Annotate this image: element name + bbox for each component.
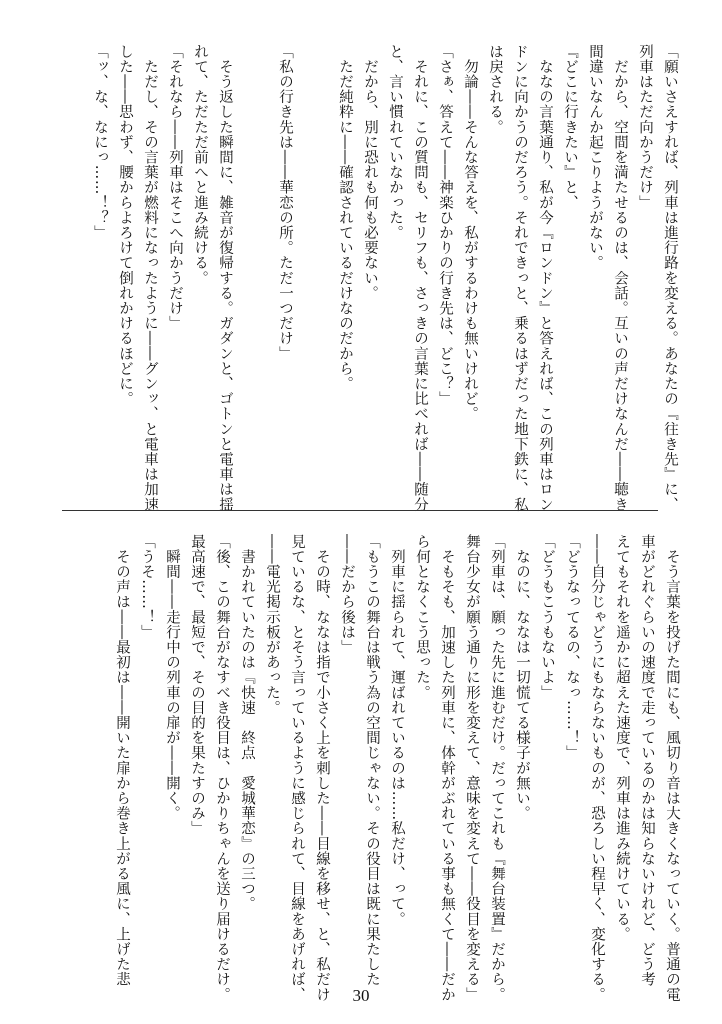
text-line: 「もうこの舞台は戦う為の空間じゃない。その役目は既に果たした (364, 534, 380, 987)
text-line: 「私の行き先は――華恋の所。ただ一つだけ」 (277, 44, 293, 362)
text-line: ――自分じゃどうにもならないものが、恐ろしい程早く、変化する。 (589, 534, 605, 1003)
text-line: した――思わず、腰からよろけて倒れかけるほどに。 (117, 44, 133, 407)
text-line (247, 44, 272, 484)
text-line: だから、空間を満たせるのは、会話。互いの声だけなんだ――聴き (612, 44, 628, 513)
text-line: だから、別に恐れも何も必要ない。 (362, 44, 378, 301)
text-line: ただし、その言葉が燃料になったように――グンッ、と電車は加速 (142, 44, 158, 513)
text-line: ドンに向かうのだろう。それできっと、乗るはずだった地下鉄に、私 (512, 44, 528, 513)
text-line: 列車はただ向かうだけ」 (637, 44, 653, 211)
text-line: 舞台少女が願う通りに形を変えて、意味を変えて――役目を変える」 (464, 534, 480, 1003)
text-line: そう言葉を投げた間にも、風切り音は大きくなっていく。普通の電 (664, 534, 680, 1003)
text-line: 書かれていたのは『快速 終点 愛城華恋』の三つ。 (239, 534, 255, 912)
section-divider (62, 510, 658, 511)
text-line: は戻される。 (487, 44, 503, 135)
text-line: ななの言葉通り、私が今『ロンドン』と答えれば、この列車はロン (537, 44, 553, 513)
text-line: と、言い慣れていなかった。 (387, 44, 403, 241)
text-line: なのに、ななは一切慌てる様子が無い。 (514, 534, 530, 821)
text-line: 『どこに行きたい』と、 (562, 44, 578, 211)
text-line: その時、ななは指で小さく上を刺した――目線を移せ、と、私だけ (314, 534, 330, 1003)
upper-text-block (87, 44, 682, 513)
text-line: 車がどれぐらいの速度で走っているのかは知らないけれど、どう考 (639, 534, 655, 987)
text-line: 間違いなんか起こりようがない。 (587, 44, 603, 271)
text-line: 見ているな、とそう言っているように感じられて、目線をあげれば、 (289, 534, 305, 1003)
text-line: えてもそれを遥かに超えた速度で、列車は進み続けている。 (614, 534, 630, 942)
text-line: 列車に揺られて、運ばれているのは……私だけ、って。 (389, 534, 405, 927)
text-line: 「後、この舞台がなすべき役目は、ひかりちゃんを送り届けるだけ。 (214, 534, 230, 1003)
text-line: 「どうなってるの、なっ……！」 (564, 534, 580, 761)
text-line: 「願いさえすれば、列車は進行路を変える。あなたの『往き先』に、 (662, 44, 678, 513)
text-line: ただ純粋に――確認されているだけなのだから。 (337, 44, 353, 392)
text-line: 「ッ、な、なにっ……！？」 (92, 44, 108, 241)
text-line: 勿論――そんな答えを、私がするわけも無いけれど。 (462, 44, 478, 422)
text-line: 「うそ……！」 (139, 534, 155, 640)
text-line: 「さぁ、答えて――神楽ひかりの行き先は、どこ？」 (437, 44, 453, 407)
text-line: れて、ただただ前へと進み続ける。 (192, 44, 208, 286)
text-line: ――電光掲示板があった。 (264, 534, 280, 716)
text-line: 瞬間――走行中の列車の扉が――開く。 (164, 534, 180, 821)
text-line: そう返した瞬間に、雑音が復帰する。ガダンと、ゴトンと電車は揺 (217, 44, 233, 513)
text-line (307, 44, 332, 484)
text-line: それに、この質問も、セリフも、さっきの言葉に比べれば――随分 (412, 44, 428, 513)
text-line: 最高速で、最短で、その目的を果たすのみ」 (189, 534, 205, 836)
text-line: 「列車は、願った先に進むだけ。だってこれも『舞台装置』だから。 (489, 534, 505, 1003)
page-number: 30 (352, 986, 370, 1005)
text-line: そもそも、加速した列車に、体幹がぶれている事も無くて――だか (439, 534, 455, 1003)
text-line: ――だから後は」 (339, 534, 355, 655)
text-line: 「それなら――列車はそこへ向かうだけ」 (167, 44, 183, 331)
text-line: 「どうもこうもないよ」 (539, 534, 555, 701)
text-line: ら何となくこう思った。 (414, 534, 430, 701)
text-line: その声は――最初は――開いた扉から巻き上がる風に、上げた悲 (114, 534, 130, 987)
